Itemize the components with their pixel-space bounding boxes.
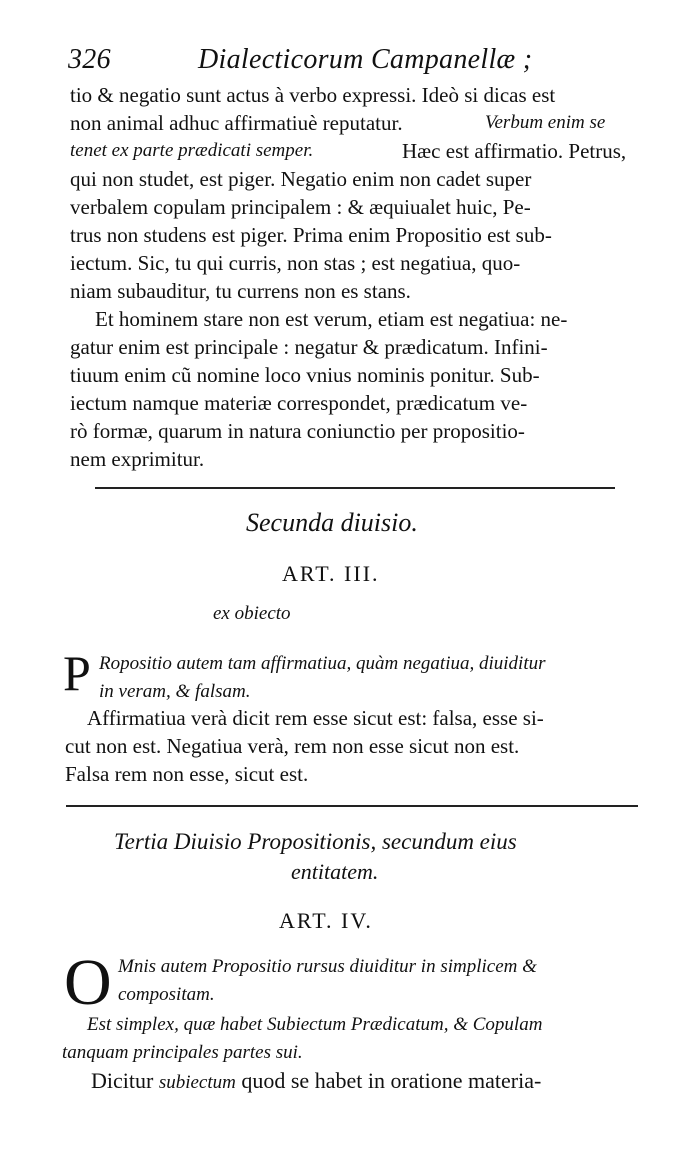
- text-line: tio & negatio sunt actus à verbo expressi. Ideò si dicas est: [70, 83, 556, 107]
- text-line: Et hominem stare non est verum, etiam est negatiua: ne-: [95, 307, 568, 331]
- section-subtitle: ex obiecto: [213, 603, 291, 624]
- drop-cap: P: [63, 645, 91, 701]
- section-rule: [95, 487, 615, 489]
- section-title: Secunda diuisio.: [246, 508, 418, 537]
- text-line-italic: Est simplex, quæ habet Subiectum Prædicatum, & Copulam: [87, 1014, 543, 1035]
- text-line: trus non studens est piger. Prima enim Propositio est sub-: [70, 223, 552, 247]
- text-line: Affirmatiua verà dicit rem esse sicut est: falsa, esse si-: [87, 706, 544, 730]
- text-line: non animal adhuc affirmatiuè reputatur.: [70, 111, 403, 135]
- drop-cap: O: [64, 946, 112, 1019]
- text-line-italic: in veram, & falsam.: [99, 681, 251, 702]
- section-rule: [66, 805, 638, 807]
- section-title-continued: entitatem.: [291, 859, 379, 884]
- running-header: [68, 44, 648, 84]
- text-line: tiuum enim cũ nomine loco vnius nominis ponitur. Sub-: [70, 363, 540, 387]
- text-line-italic: compositam.: [118, 984, 215, 1005]
- text-line: Hæc est affirmatio. Petrus,: [402, 139, 627, 163]
- text-run: Dicitur: [91, 1068, 154, 1093]
- text-line-italic: tanquam principales partes sui.: [62, 1042, 303, 1063]
- text-line: qui non studet, est piger. Negatio enim non cadet super: [70, 167, 532, 191]
- article-heading: ART. IV.: [279, 908, 373, 933]
- text-line: gatur enim est principale : negatur & prædicatum. Infini-: [70, 335, 548, 359]
- page-number: 326: [68, 44, 111, 75]
- text-line: verbalem copulam principalem : & æquiualet huic, Pe-: [70, 195, 531, 219]
- text-line: niam subauditur, tu currens non es stans.: [70, 279, 411, 303]
- text-line-italic: Mnis autem Propositio rursus diuiditur in simplicem &: [118, 956, 537, 977]
- text-line-italic: tenet ex parte prædicati semper.: [70, 140, 314, 161]
- text-run: quod se habet in oratione materia-: [241, 1068, 542, 1093]
- text-line: rò formæ, quarum in natura coniunctio per propositio-: [70, 419, 525, 443]
- running-title: Dialecticorum Campanellæ ;: [198, 44, 533, 75]
- text-line: iectum namque materiæ correspondet, prædicatum ve-: [70, 391, 528, 415]
- text-line-italic: Ropositio autem tam affirmatiua, quàm negatiua, diuiditur: [99, 653, 546, 674]
- text-line: [91, 1069, 541, 1095]
- text-line: nem exprimitur.: [70, 447, 205, 471]
- section-title: Tertia Diuisio Propositionis, secundum eius: [114, 829, 517, 854]
- text-line: Falsa rem non esse, sicut est.: [65, 762, 309, 786]
- text-line: cut non est. Negatiua verà, rem non esse sicut non est.: [65, 734, 520, 758]
- article-heading: ART. III.: [282, 561, 380, 586]
- text-line: iectum. Sic, tu qui curris, non stas ; est negatiua, quo-: [70, 251, 521, 275]
- text-line-italic: Verbum enim se: [485, 112, 606, 133]
- text-run-italic: subiectum: [158, 1072, 236, 1093]
